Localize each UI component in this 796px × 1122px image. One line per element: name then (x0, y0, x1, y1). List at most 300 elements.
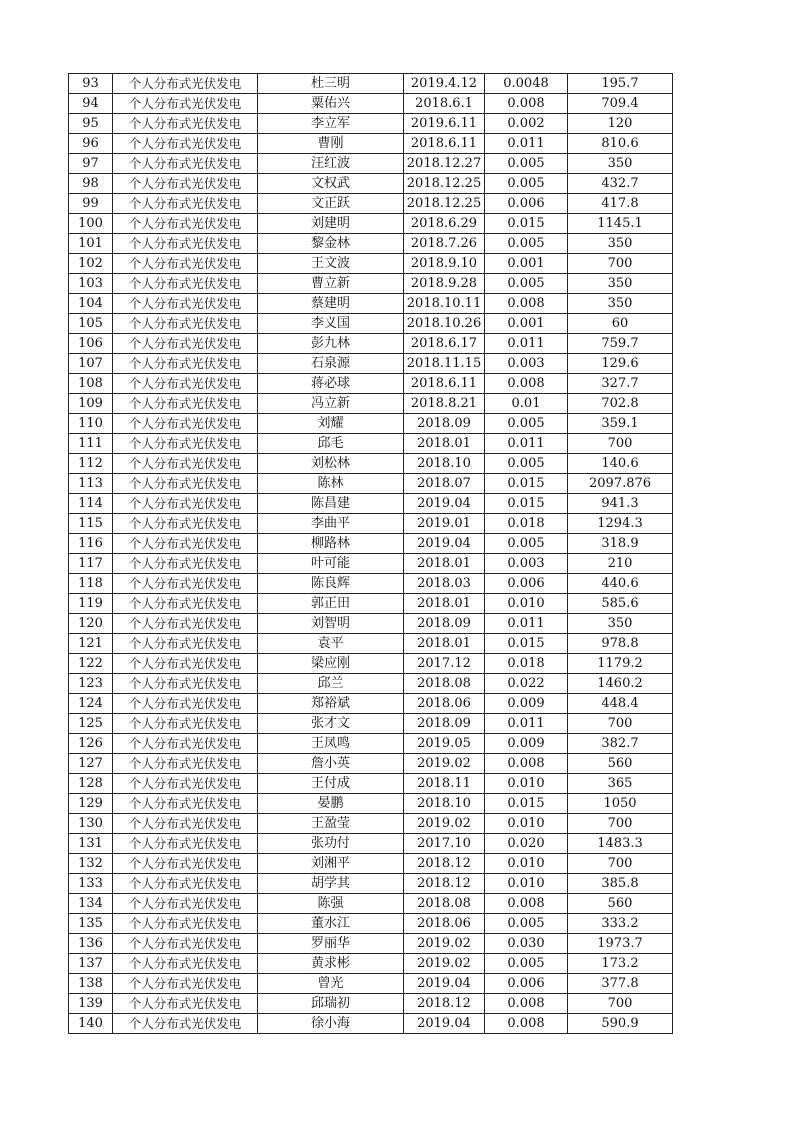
amount-cell: 560 (568, 754, 673, 774)
project-type-cell: 个人分布式光伏发电 (113, 674, 258, 694)
grid-date-cell: 2018.6.1 (404, 94, 485, 114)
table-row (69, 574, 673, 594)
capacity-cell: 0.001 (485, 254, 568, 274)
capacity-cell: 0.002 (485, 114, 568, 134)
row-number-cell: 121 (69, 634, 113, 654)
table-row (69, 654, 673, 674)
capacity-cell: 0.006 (485, 974, 568, 994)
owner-name-cell: 曹立新 (258, 274, 404, 294)
row-number-cell: 102 (69, 254, 113, 274)
row-number-cell: 118 (69, 574, 113, 594)
table-row (69, 314, 673, 334)
capacity-cell: 0.010 (485, 774, 568, 794)
table-row (69, 194, 673, 214)
table-row (69, 914, 673, 934)
table-row (69, 414, 673, 434)
grid-date-cell: 2018.12 (404, 854, 485, 874)
grid-date-cell: 2018.09 (404, 714, 485, 734)
capacity-cell: 0.018 (485, 654, 568, 674)
owner-name-cell: 胡学其 (258, 874, 404, 894)
amount-cell: 1145.1 (568, 214, 673, 234)
owner-name-cell: 石泉源 (258, 354, 404, 374)
project-type-cell: 个人分布式光伏发电 (113, 214, 258, 234)
owner-name-cell: 刘耀 (258, 414, 404, 434)
row-number-cell: 111 (69, 434, 113, 454)
owner-name-cell: 刘建明 (258, 214, 404, 234)
grid-date-cell: 2018.09 (404, 414, 485, 434)
row-number-cell: 124 (69, 694, 113, 714)
amount-cell: 585.6 (568, 594, 673, 614)
table-row (69, 794, 673, 814)
amount-cell: 173.2 (568, 954, 673, 974)
owner-name-cell: 蒋必球 (258, 374, 404, 394)
capacity-cell: 0.009 (485, 694, 568, 714)
project-type-cell: 个人分布式光伏发电 (113, 654, 258, 674)
amount-cell: 590.9 (568, 1014, 673, 1034)
project-type-cell: 个人分布式光伏发电 (113, 614, 258, 634)
capacity-cell: 0.0048 (485, 74, 568, 94)
row-number-cell: 133 (69, 874, 113, 894)
amount-cell: 350 (568, 294, 673, 314)
grid-date-cell: 2018.10 (404, 454, 485, 474)
capacity-cell: 0.011 (485, 134, 568, 154)
row-number-cell: 138 (69, 974, 113, 994)
table-body (69, 74, 673, 1034)
project-type-cell: 个人分布式光伏发电 (113, 294, 258, 314)
grid-date-cell: 2018.9.10 (404, 254, 485, 274)
amount-cell: 2097.876 (568, 474, 673, 494)
grid-date-cell: 2018.11 (404, 774, 485, 794)
capacity-cell: 0.005 (485, 534, 568, 554)
grid-date-cell: 2018.08 (404, 894, 485, 914)
amount-cell: 359.1 (568, 414, 673, 434)
table-row (69, 834, 673, 854)
capacity-cell: 0.005 (485, 914, 568, 934)
project-type-cell: 个人分布式光伏发电 (113, 634, 258, 654)
project-type-cell: 个人分布式光伏发电 (113, 74, 258, 94)
grid-date-cell: 2018.06 (404, 694, 485, 714)
subsidy-table (68, 73, 673, 1034)
table-row (69, 234, 673, 254)
project-type-cell: 个人分布式光伏发电 (113, 1014, 258, 1034)
amount-cell: 700 (568, 434, 673, 454)
project-type-cell: 个人分布式光伏发电 (113, 794, 258, 814)
grid-date-cell: 2019.02 (404, 814, 485, 834)
grid-date-cell: 2018.8.21 (404, 394, 485, 414)
owner-name-cell: 曹刚 (258, 134, 404, 154)
owner-name-cell: 詹小英 (258, 754, 404, 774)
grid-date-cell: 2017.12 (404, 654, 485, 674)
project-type-cell: 个人分布式光伏发电 (113, 854, 258, 874)
table-row (69, 474, 673, 494)
grid-date-cell: 2018.10 (404, 794, 485, 814)
amount-cell: 195.7 (568, 74, 673, 94)
grid-date-cell: 2018.11.15 (404, 354, 485, 374)
row-number-cell: 97 (69, 154, 113, 174)
grid-date-cell: 2019.4.12 (404, 74, 485, 94)
owner-name-cell: 柳路林 (258, 534, 404, 554)
owner-name-cell: 蔡建明 (258, 294, 404, 314)
owner-name-cell: 晏鹏 (258, 794, 404, 814)
row-number-cell: 117 (69, 554, 113, 574)
row-number-cell: 99 (69, 194, 113, 214)
row-number-cell: 104 (69, 294, 113, 314)
amount-cell: 978.8 (568, 634, 673, 654)
project-type-cell: 个人分布式光伏发电 (113, 94, 258, 114)
amount-cell: 382.7 (568, 734, 673, 754)
owner-name-cell: 张功付 (258, 834, 404, 854)
grid-date-cell: 2018.9.28 (404, 274, 485, 294)
capacity-cell: 0.003 (485, 554, 568, 574)
capacity-cell: 0.010 (485, 814, 568, 834)
amount-cell: 709.4 (568, 94, 673, 114)
row-number-cell: 110 (69, 414, 113, 434)
owner-name-cell: 刘湘平 (258, 854, 404, 874)
amount-cell: 385.8 (568, 874, 673, 894)
amount-cell: 810.6 (568, 134, 673, 154)
table-row (69, 634, 673, 654)
project-type-cell: 个人分布式光伏发电 (113, 274, 258, 294)
amount-cell: 377.8 (568, 974, 673, 994)
amount-cell: 1483.3 (568, 834, 673, 854)
owner-name-cell: 邱兰 (258, 674, 404, 694)
grid-date-cell: 2019.02 (404, 754, 485, 774)
capacity-cell: 0.005 (485, 454, 568, 474)
owner-name-cell: 董水江 (258, 914, 404, 934)
row-number-cell: 140 (69, 1014, 113, 1034)
row-number-cell: 125 (69, 714, 113, 734)
capacity-cell: 0.015 (485, 634, 568, 654)
project-type-cell: 个人分布式光伏发电 (113, 514, 258, 534)
owner-name-cell: 汪红波 (258, 154, 404, 174)
project-type-cell: 个人分布式光伏发电 (113, 894, 258, 914)
grid-date-cell: 2018.12.25 (404, 174, 485, 194)
grid-date-cell: 2018.6.29 (404, 214, 485, 234)
capacity-cell: 0.008 (485, 754, 568, 774)
amount-cell: 1179.2 (568, 654, 673, 674)
capacity-cell: 0.015 (485, 214, 568, 234)
project-type-cell: 个人分布式光伏发电 (113, 134, 258, 154)
project-type-cell: 个人分布式光伏发电 (113, 554, 258, 574)
capacity-cell: 0.022 (485, 674, 568, 694)
capacity-cell: 0.008 (485, 94, 568, 114)
row-number-cell: 114 (69, 494, 113, 514)
project-type-cell: 个人分布式光伏发电 (113, 954, 258, 974)
row-number-cell: 136 (69, 934, 113, 954)
row-number-cell: 100 (69, 214, 113, 234)
capacity-cell: 0.005 (485, 954, 568, 974)
table-row (69, 394, 673, 414)
table-row (69, 434, 673, 454)
amount-cell: 129.6 (568, 354, 673, 374)
row-number-cell: 106 (69, 334, 113, 354)
capacity-cell: 0.010 (485, 854, 568, 874)
capacity-cell: 0.020 (485, 834, 568, 854)
amount-cell: 333.2 (568, 914, 673, 934)
owner-name-cell: 陈良辉 (258, 574, 404, 594)
amount-cell: 702.8 (568, 394, 673, 414)
row-number-cell: 134 (69, 894, 113, 914)
grid-date-cell: 2018.12 (404, 994, 485, 1014)
capacity-cell: 0.015 (485, 474, 568, 494)
row-number-cell: 93 (69, 74, 113, 94)
grid-date-cell: 2018.01 (404, 634, 485, 654)
owner-name-cell: 彭九林 (258, 334, 404, 354)
project-type-cell: 个人分布式光伏发电 (113, 534, 258, 554)
owner-name-cell: 郑裕斌 (258, 694, 404, 714)
capacity-cell: 0.01 (485, 394, 568, 414)
project-type-cell: 个人分布式光伏发电 (113, 474, 258, 494)
capacity-cell: 0.005 (485, 414, 568, 434)
project-type-cell: 个人分布式光伏发电 (113, 174, 258, 194)
table-row (69, 374, 673, 394)
owner-name-cell: 邱毛 (258, 434, 404, 454)
grid-date-cell: 2018.01 (404, 594, 485, 614)
capacity-cell: 0.011 (485, 614, 568, 634)
project-type-cell: 个人分布式光伏发电 (113, 994, 258, 1014)
row-number-cell: 98 (69, 174, 113, 194)
owner-name-cell: 冯立新 (258, 394, 404, 414)
subsidy-table-page (68, 73, 672, 1034)
project-type-cell: 个人分布式光伏发电 (113, 734, 258, 754)
grid-date-cell: 2019.04 (404, 534, 485, 554)
row-number-cell: 105 (69, 314, 113, 334)
amount-cell: 700 (568, 994, 673, 1014)
table-row (69, 714, 673, 734)
row-number-cell: 109 (69, 394, 113, 414)
capacity-cell: 0.009 (485, 734, 568, 754)
amount-cell: 350 (568, 614, 673, 634)
owner-name-cell: 叶可能 (258, 554, 404, 574)
owner-name-cell: 郭正田 (258, 594, 404, 614)
table-row (69, 334, 673, 354)
owner-name-cell: 曾光 (258, 974, 404, 994)
grid-date-cell: 2019.04 (404, 1014, 485, 1034)
amount-cell: 120 (568, 114, 673, 134)
capacity-cell: 0.006 (485, 574, 568, 594)
row-number-cell: 107 (69, 354, 113, 374)
table-row (69, 454, 673, 474)
row-number-cell: 101 (69, 234, 113, 254)
owner-name-cell: 李立军 (258, 114, 404, 134)
project-type-cell: 个人分布式光伏发电 (113, 834, 258, 854)
project-type-cell: 个人分布式光伏发电 (113, 914, 258, 934)
amount-cell: 210 (568, 554, 673, 574)
amount-cell: 1973.7 (568, 934, 673, 954)
table-row (69, 974, 673, 994)
row-number-cell: 113 (69, 474, 113, 494)
amount-cell: 560 (568, 894, 673, 914)
owner-name-cell: 袁平 (258, 634, 404, 654)
table-row (69, 994, 673, 1014)
capacity-cell: 0.005 (485, 234, 568, 254)
project-type-cell: 个人分布式光伏发电 (113, 694, 258, 714)
grid-date-cell: 2019.6.11 (404, 114, 485, 134)
owner-name-cell: 刘松林 (258, 454, 404, 474)
amount-cell: 1460.2 (568, 674, 673, 694)
project-type-cell: 个人分布式光伏发电 (113, 874, 258, 894)
capacity-cell: 0.001 (485, 314, 568, 334)
capacity-cell: 0.005 (485, 174, 568, 194)
owner-name-cell: 黎金林 (258, 234, 404, 254)
owner-name-cell: 李曲平 (258, 514, 404, 534)
amount-cell: 440.6 (568, 574, 673, 594)
grid-date-cell: 2018.12.25 (404, 194, 485, 214)
amount-cell: 350 (568, 234, 673, 254)
row-number-cell: 132 (69, 854, 113, 874)
table-row (69, 814, 673, 834)
grid-date-cell: 2017.10 (404, 834, 485, 854)
owner-name-cell: 粟佑兴 (258, 94, 404, 114)
grid-date-cell: 2019.04 (404, 494, 485, 514)
table-row (69, 174, 673, 194)
table-row (69, 114, 673, 134)
capacity-cell: 0.011 (485, 434, 568, 454)
amount-cell: 140.6 (568, 454, 673, 474)
owner-name-cell: 陈强 (258, 894, 404, 914)
amount-cell: 759.7 (568, 334, 673, 354)
project-type-cell: 个人分布式光伏发电 (113, 314, 258, 334)
capacity-cell: 0.008 (485, 374, 568, 394)
owner-name-cell: 徐小海 (258, 1014, 404, 1034)
owner-name-cell: 梁应刚 (258, 654, 404, 674)
amount-cell: 60 (568, 314, 673, 334)
row-number-cell: 123 (69, 674, 113, 694)
project-type-cell: 个人分布式光伏发电 (113, 434, 258, 454)
amount-cell: 417.8 (568, 194, 673, 214)
row-number-cell: 139 (69, 994, 113, 1014)
row-number-cell: 96 (69, 134, 113, 154)
project-type-cell: 个人分布式光伏发电 (113, 354, 258, 374)
capacity-cell: 0.010 (485, 594, 568, 614)
project-type-cell: 个人分布式光伏发电 (113, 594, 258, 614)
grid-date-cell: 2018.03 (404, 574, 485, 594)
row-number-cell: 129 (69, 794, 113, 814)
amount-cell: 700 (568, 854, 673, 874)
project-type-cell: 个人分布式光伏发电 (113, 234, 258, 254)
row-number-cell: 103 (69, 274, 113, 294)
amount-cell: 448.4 (568, 694, 673, 714)
capacity-cell: 0.003 (485, 354, 568, 374)
owner-name-cell: 刘智明 (258, 614, 404, 634)
grid-date-cell: 2018.07 (404, 474, 485, 494)
project-type-cell: 个人分布式光伏发电 (113, 334, 258, 354)
table-row (69, 214, 673, 234)
amount-cell: 327.7 (568, 374, 673, 394)
owner-name-cell: 王盈莹 (258, 814, 404, 834)
row-number-cell: 119 (69, 594, 113, 614)
row-number-cell: 112 (69, 454, 113, 474)
owner-name-cell: 陈林 (258, 474, 404, 494)
owner-name-cell: 李义国 (258, 314, 404, 334)
owner-name-cell: 杜三明 (258, 74, 404, 94)
table-row (69, 594, 673, 614)
table-row (69, 74, 673, 94)
table-row (69, 774, 673, 794)
capacity-cell: 0.011 (485, 334, 568, 354)
table-row (69, 894, 673, 914)
row-number-cell: 95 (69, 114, 113, 134)
capacity-cell: 0.015 (485, 794, 568, 814)
capacity-cell: 0.015 (485, 494, 568, 514)
grid-date-cell: 2018.6.11 (404, 134, 485, 154)
row-number-cell: 126 (69, 734, 113, 754)
project-type-cell: 个人分布式光伏发电 (113, 194, 258, 214)
project-type-cell: 个人分布式光伏发电 (113, 774, 258, 794)
project-type-cell: 个人分布式光伏发电 (113, 574, 258, 594)
table-row (69, 554, 673, 574)
grid-date-cell: 2019.02 (404, 934, 485, 954)
grid-date-cell: 2018.10.11 (404, 294, 485, 314)
grid-date-cell: 2018.6.17 (404, 334, 485, 354)
row-number-cell: 131 (69, 834, 113, 854)
table-row (69, 874, 673, 894)
grid-date-cell: 2018.10.26 (404, 314, 485, 334)
grid-date-cell: 2018.7.26 (404, 234, 485, 254)
capacity-cell: 0.008 (485, 994, 568, 1014)
project-type-cell: 个人分布式光伏发电 (113, 454, 258, 474)
grid-date-cell: 2019.04 (404, 974, 485, 994)
grid-date-cell: 2019.01 (404, 514, 485, 534)
table-row (69, 614, 673, 634)
owner-name-cell: 王付成 (258, 774, 404, 794)
table-row (69, 534, 673, 554)
row-number-cell: 120 (69, 614, 113, 634)
table-row (69, 134, 673, 154)
capacity-cell: 0.005 (485, 154, 568, 174)
project-type-cell: 个人分布式光伏发电 (113, 374, 258, 394)
table-row (69, 94, 673, 114)
row-number-cell: 122 (69, 654, 113, 674)
table-row (69, 294, 673, 314)
table-row (69, 734, 673, 754)
table-row (69, 274, 673, 294)
grid-date-cell: 2019.05 (404, 734, 485, 754)
capacity-cell: 0.011 (485, 714, 568, 734)
owner-name-cell: 邱瑞初 (258, 994, 404, 1014)
table-row (69, 694, 673, 714)
owner-name-cell: 王凤鸣 (258, 734, 404, 754)
row-number-cell: 130 (69, 814, 113, 834)
project-type-cell: 个人分布式光伏发电 (113, 494, 258, 514)
table-row (69, 494, 673, 514)
table-row (69, 514, 673, 534)
capacity-cell: 0.008 (485, 894, 568, 914)
table-row (69, 934, 673, 954)
row-number-cell: 128 (69, 774, 113, 794)
owner-name-cell: 文正跃 (258, 194, 404, 214)
table-row (69, 1014, 673, 1034)
grid-date-cell: 2018.6.11 (404, 374, 485, 394)
amount-cell: 1294.3 (568, 514, 673, 534)
row-number-cell: 135 (69, 914, 113, 934)
grid-date-cell: 2018.12.27 (404, 154, 485, 174)
owner-name-cell: 陈昌建 (258, 494, 404, 514)
grid-date-cell: 2018.09 (404, 614, 485, 634)
grid-date-cell: 2018.01 (404, 554, 485, 574)
capacity-cell: 0.008 (485, 294, 568, 314)
amount-cell: 350 (568, 274, 673, 294)
amount-cell: 941.3 (568, 494, 673, 514)
grid-date-cell: 2019.02 (404, 954, 485, 974)
amount-cell: 432.7 (568, 174, 673, 194)
project-type-cell: 个人分布式光伏发电 (113, 154, 258, 174)
project-type-cell: 个人分布式光伏发电 (113, 394, 258, 414)
table-row (69, 854, 673, 874)
grid-date-cell: 2018.08 (404, 674, 485, 694)
row-number-cell: 116 (69, 534, 113, 554)
grid-date-cell: 2018.01 (404, 434, 485, 454)
